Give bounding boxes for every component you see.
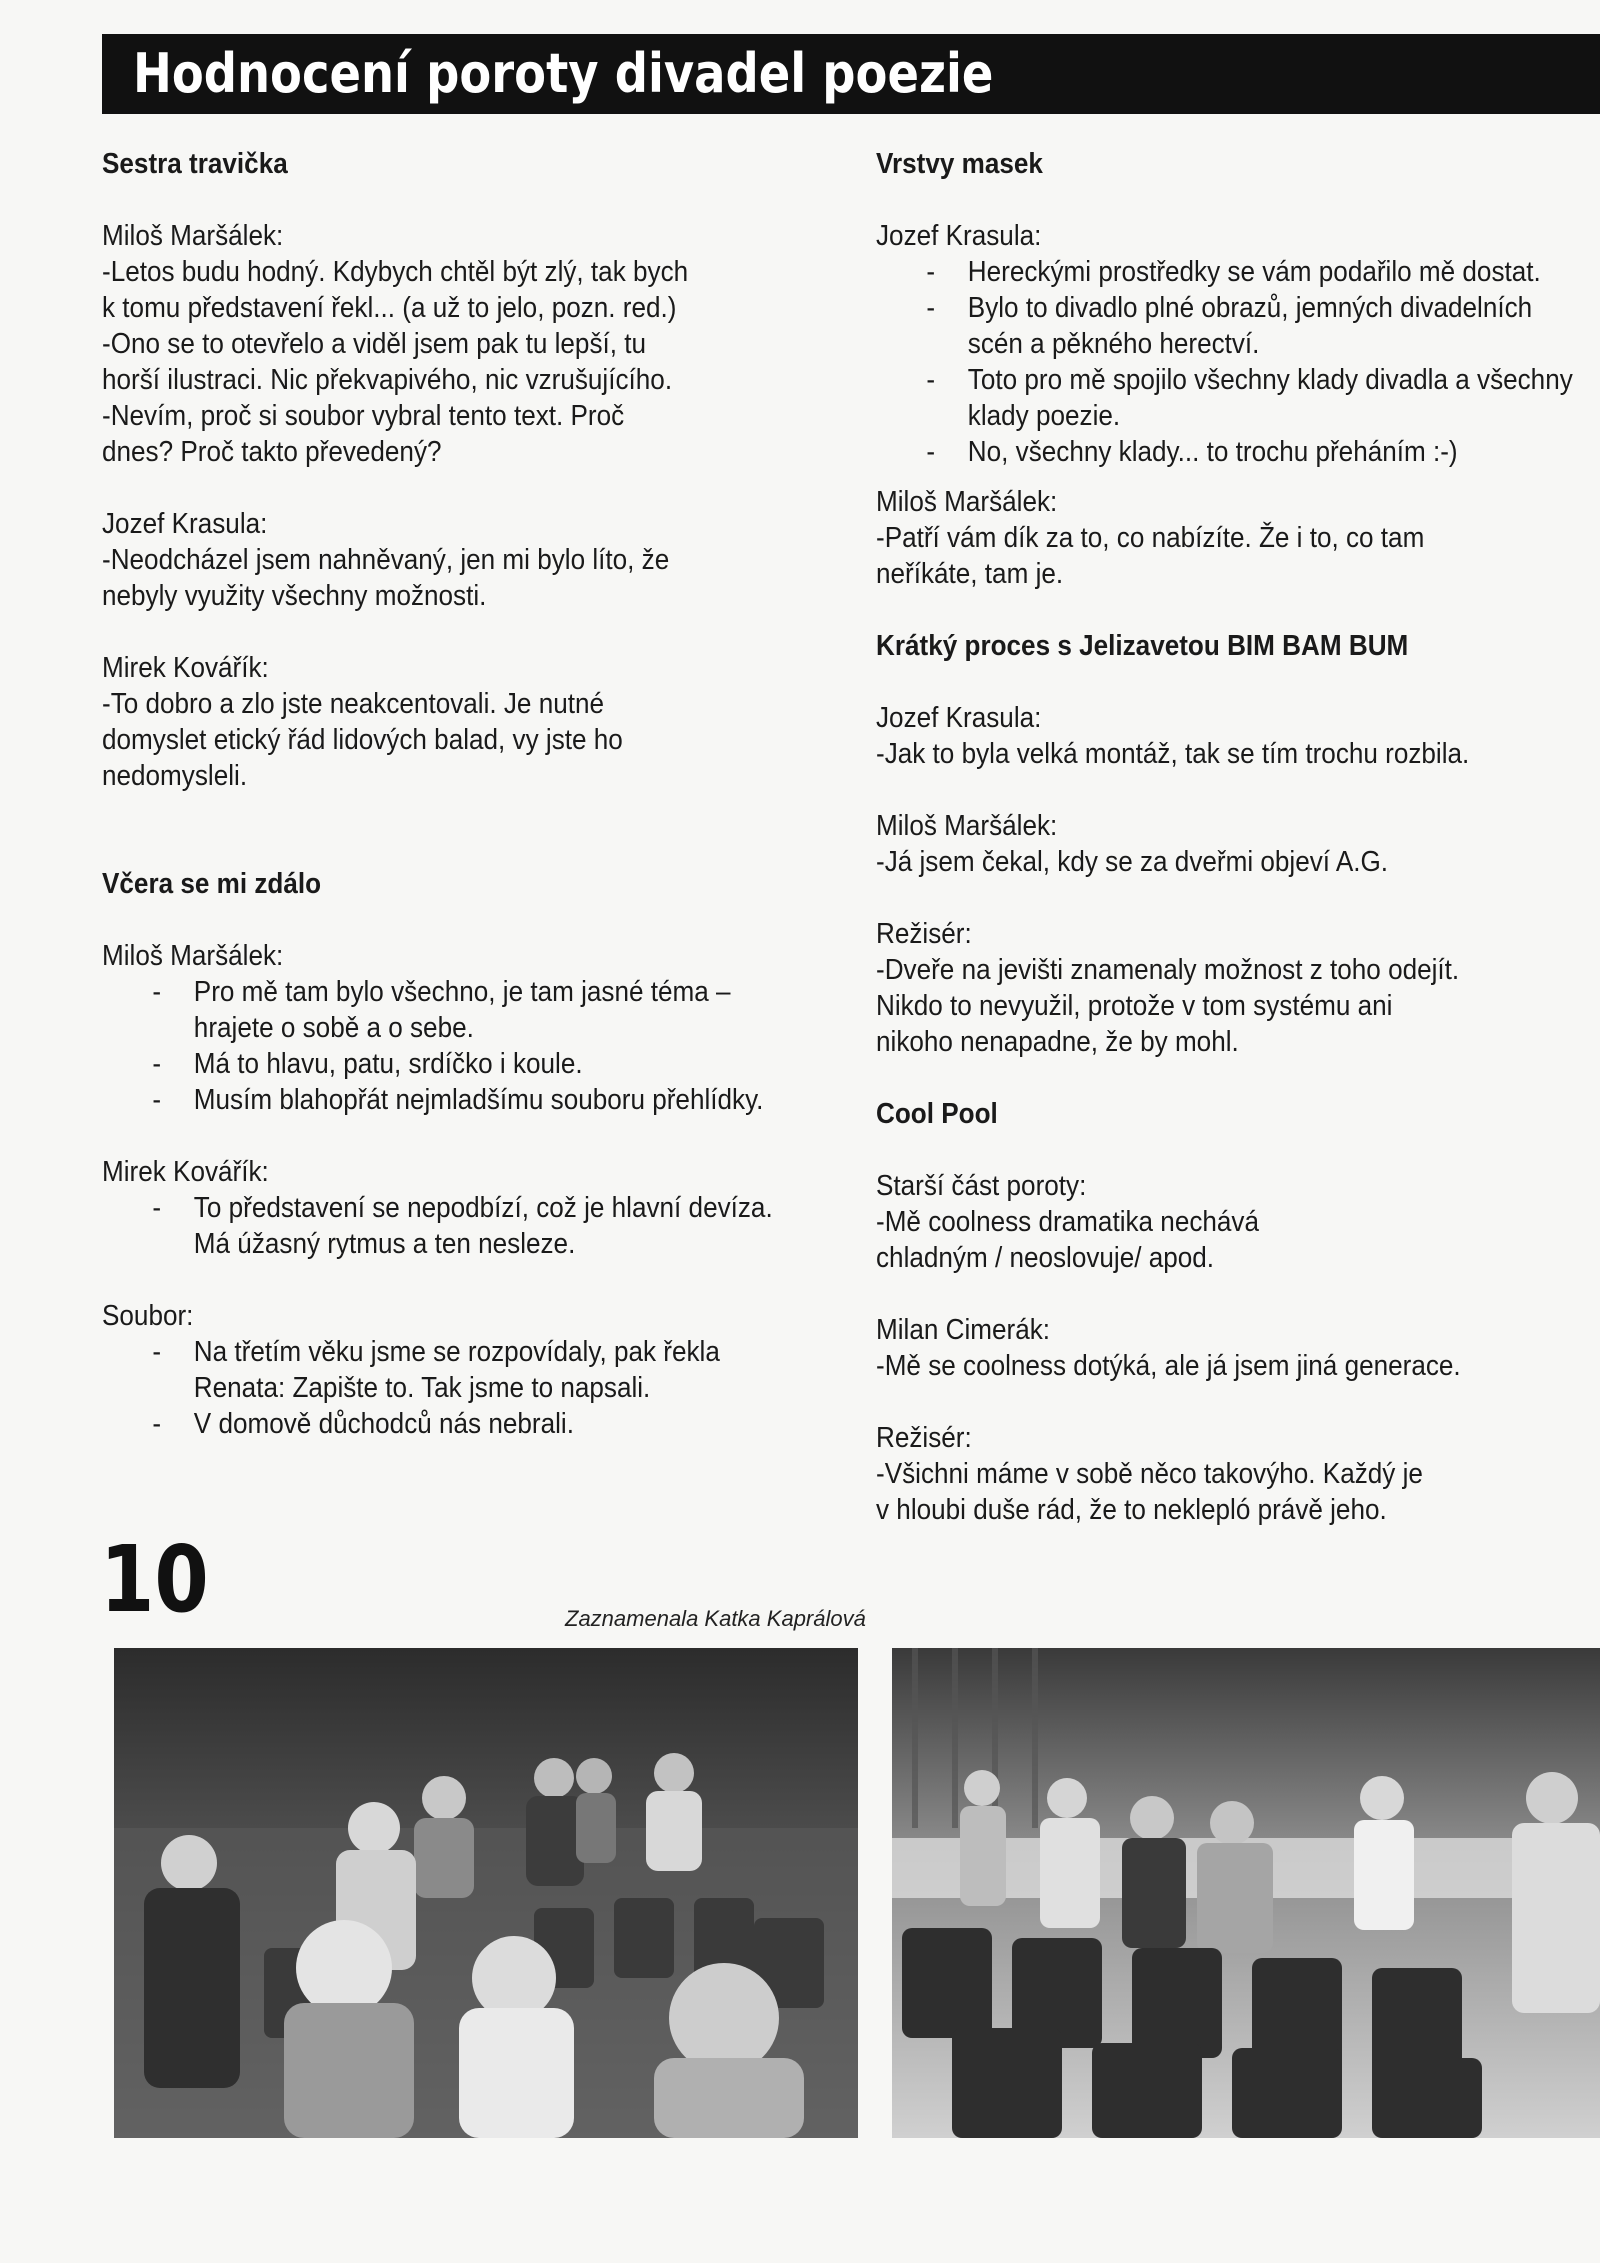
left-column (102, 146, 842, 1442)
photo-jury-discussion (114, 1648, 858, 2138)
text-line: - Hereckými prostředky se vám podařilo mě dostat. (967, 256, 1541, 288)
text-line: Renata: Zapište to. Tak jsme to napsali. (193, 1372, 651, 1404)
text-line: scén a pěkného herectví. (967, 328, 1260, 360)
comment-text (102, 542, 840, 614)
speaker-name: Režisér: (876, 1422, 972, 1454)
section-heading: Vrstvy masek (876, 148, 1043, 180)
comment-list (876, 254, 1596, 470)
text-line: hrajete o sobě a o sebe. (193, 1012, 474, 1044)
page-number: 10 (100, 1526, 209, 1633)
speaker-name: Jozef Krasula: (102, 508, 268, 540)
comment-text (876, 520, 1596, 592)
speaker-name: Miloš Maršálek: (876, 486, 1058, 518)
photo-image (114, 1648, 858, 2138)
text-line: domyslet etický řád lidových balad, vy jste ho (102, 724, 623, 756)
section-heading: Krátký proces s Jelizavetou BIM BAM BUM (876, 630, 1409, 662)
text-line: dnes? Proč takto převedený? (102, 436, 442, 468)
speaker-name: Miloš Maršálek: (876, 810, 1058, 842)
speaker-name: Miloš Maršálek: (102, 220, 284, 252)
text-line: -Dveře na jevišti znamenaly možnost z toho odejít. (876, 954, 1460, 986)
list-item (102, 1046, 840, 1082)
speaker-name: Jozef Krasula: (876, 702, 1042, 734)
comment-text (102, 254, 840, 470)
list-item (102, 1082, 840, 1118)
text-line: - Toto pro mě spojilo všechny klady divadla a všechny (967, 364, 1573, 396)
page-banner (102, 34, 1600, 114)
list-item (102, 1190, 840, 1262)
speaker-name: Mirek Kovářík: (102, 1156, 269, 1188)
text-line: -Já jsem čekal, kdy se za dveřmi objeví A.G. (876, 846, 1389, 878)
text-line: -Nevím, proč si soubor vybral tento text. Proč (102, 400, 625, 432)
text-line: neříkáte, tam je. (876, 558, 1064, 590)
speaker-name: Soubor: (102, 1300, 194, 1332)
text-line: k tomu představení řekl... (a už to jelo, pozn. red.) (102, 292, 677, 324)
text-line: - Bylo to divadlo plné obrazů, jemných divadelních (967, 292, 1533, 324)
text-line: -Mě coolness dramatika nechává (876, 1206, 1259, 1238)
text-line: -Ono se to otevřelo a viděl jsem pak tu lepší, tu (102, 328, 647, 360)
text-line: - Musím blahopřát nejmladšímu souboru přehlídky. (193, 1084, 764, 1116)
photo-image (892, 1648, 1600, 2138)
speaker-name: Milan Cimerák: (876, 1314, 1051, 1346)
comment-text (876, 1348, 1596, 1384)
comment-text (876, 1204, 1596, 1276)
text-line: Má úžasný rytmus a ten nesleze. (193, 1228, 576, 1260)
text-line: - Má to hlavu, patu, srdíčko i koule. (193, 1048, 583, 1080)
text-line: Nikdo to nevyužil, protože v tom systému ani (876, 990, 1393, 1022)
section-heading: Sestra travička (102, 148, 288, 180)
comment-text (876, 736, 1596, 772)
text-line: -Mě se coolness dotýká, ale já jsem jiná generace. (876, 1350, 1461, 1382)
text-line: -Jak to byla velká montáž, tak se tím trochu rozbila. (876, 738, 1470, 770)
text-line: - V domově důchodců nás nebrali. (193, 1408, 574, 1440)
list-item (876, 434, 1596, 470)
text-line: chladným / neoslovuje/ apod. (876, 1242, 1215, 1274)
comment-list (102, 974, 840, 1118)
list-item (102, 1334, 840, 1406)
list-item (102, 1406, 840, 1442)
text-line: - No, všechny klady... to trochu přeháním :-) (967, 436, 1458, 468)
comment-text (102, 686, 840, 794)
list-item (876, 290, 1596, 362)
text-line: -To dobro a zlo jste neakcentovali. Je nutné (102, 688, 605, 720)
text-line: -Všichni máme v sobě něco takovýho. Každý je (876, 1458, 1423, 1490)
comment-text (876, 952, 1596, 1060)
photo-credit: Zaznamenala Katka Kaprálová (565, 1606, 866, 1631)
section-heading: Cool Pool (876, 1098, 998, 1130)
text-line: -Letos budu hodný. Kdybych chtěl být zlý, tak bych (102, 256, 689, 288)
text-line: -Neodcházel jsem nahněvaný, jen mi bylo líto, že (102, 544, 670, 576)
photo-jury-on-stage (892, 1648, 1600, 2138)
text-line: v hloubi duše rád, že to neklepló právě jeho. (876, 1494, 1387, 1526)
list-item (876, 254, 1596, 290)
text-line: nebyly využity všechny možnosti. (102, 580, 487, 612)
comment-list (102, 1190, 840, 1262)
text-line: nedomysleli. (102, 760, 248, 792)
text-line: - Na třetím věku jsme se rozpovídaly, pak řekla (193, 1336, 720, 1368)
text-line: - Pro mě tam bylo všechno, je tam jasné téma – (193, 976, 731, 1008)
speaker-name: Miloš Maršálek: (102, 940, 284, 972)
speaker-name: Starší část poroty: (876, 1170, 1087, 1202)
list-item (102, 974, 840, 1046)
text-line: klady poezie. (967, 400, 1121, 432)
text-line: - To představení se nepodbízí, což je hlavní devíza. (193, 1192, 773, 1224)
comment-text (876, 844, 1596, 880)
speaker-name: Režisér: (876, 918, 972, 950)
text-line: horší ilustraci. Nic překvapivého, nic vzrušujícího. (102, 364, 673, 396)
comment-list (102, 1334, 840, 1442)
right-column (876, 146, 1596, 1528)
speaker-name: Jozef Krasula: (876, 220, 1042, 252)
text-line: nikoho nenapadne, že by mohl. (876, 1026, 1239, 1058)
section-heading: Včera se mi zdálo (102, 868, 322, 900)
list-item (876, 362, 1596, 434)
page-title: Hodnocení poroty divadel poezie (132, 42, 994, 105)
speaker-name: Mirek Kovářík: (102, 652, 269, 684)
text-line: -Patří vám dík za to, co nabízíte. Že i to, co tam (876, 522, 1425, 554)
comment-text (876, 1456, 1596, 1528)
